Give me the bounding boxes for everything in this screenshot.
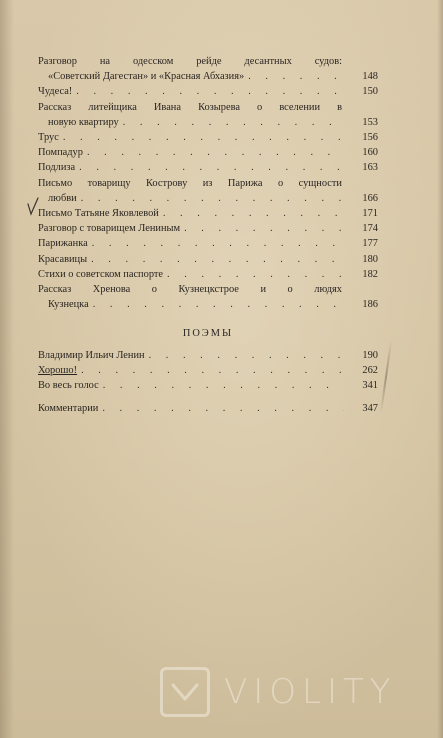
- toc-entry-title: Чудеса!: [38, 86, 73, 98]
- toc-entry: [38, 130, 378, 145]
- toc-page-number: 153: [362, 116, 378, 128]
- toc-entry-title: Трус: [38, 132, 59, 144]
- toc-page-number: 174: [362, 223, 378, 235]
- toc-entry-title: Владимир Ильич Ленин: [38, 349, 145, 361]
- toc-entry: [38, 363, 378, 378]
- toc-entry-title: Разговор с товарищем Лениным: [38, 223, 181, 235]
- toc-entry: [38, 221, 378, 236]
- toc-entry: [38, 401, 378, 416]
- leader-dots: [81, 363, 344, 378]
- toc-entry-title: Хорошо!: [38, 364, 78, 376]
- toc-entry: [38, 378, 378, 393]
- toc-entry: [38, 145, 378, 160]
- violity-logo-icon: [160, 667, 210, 717]
- leader-dots: [91, 252, 344, 267]
- toc-entry-title-line: Разговор на одесском рейде десантных судов:: [38, 56, 342, 67]
- section-title-poems: ПОЭМЫ: [182, 328, 234, 340]
- toc-entry-title: Комментарии: [38, 403, 99, 415]
- toc-page-number: 163: [362, 162, 378, 174]
- leader-dots: [103, 378, 344, 393]
- leader-dots: [79, 160, 344, 175]
- leader-dots: [248, 69, 344, 84]
- table-of-contents: [38, 54, 378, 416]
- toc-page-number: 190: [362, 349, 378, 361]
- toc-entry-title-line: «Советский Дагестан» и «Красная Абхазия»: [48, 71, 245, 83]
- toc-entry-title-line: Рассказ литейщика Ивана Козырева о вселении в: [38, 101, 342, 113]
- toc-entry: [38, 176, 378, 206]
- page-crease: [380, 340, 392, 414]
- page-edge-shadow: [437, 0, 443, 738]
- toc-page-number: 262: [362, 364, 378, 376]
- toc-entry-title-line: Письмо товарищу Кострову из Парижа о сущности: [38, 177, 342, 189]
- watermark-text: VIOLITY: [224, 672, 397, 712]
- toc-entry-title: Подлиза: [38, 162, 76, 174]
- toc-entry: [38, 282, 378, 312]
- toc-entry-title-line: Рассказ Хренова о Кузнецкстрое и о людях: [38, 284, 342, 296]
- toc-entry: [38, 160, 378, 175]
- toc-entry-title-line: новую квартиру: [48, 116, 119, 128]
- leader-dots: [163, 206, 344, 221]
- toc-entry-title: Красавицы: [38, 253, 88, 265]
- toc-entry-title: Парижанка: [38, 238, 88, 250]
- toc-page-number: 182: [362, 268, 378, 280]
- toc-entry-title: Письмо Татьяне Яковлевой: [38, 208, 159, 220]
- toc-entry: [38, 267, 378, 282]
- toc-page-number: 341: [362, 380, 378, 392]
- toc-page-number: 177: [362, 238, 378, 250]
- toc-page-number: 150: [362, 86, 378, 98]
- leader-dots: [92, 236, 344, 251]
- toc-entry-title-line: Кузнецка: [48, 299, 89, 311]
- leader-dots: [184, 221, 344, 236]
- toc-page-number: 171: [362, 208, 378, 220]
- toc-page-number: 166: [362, 192, 378, 204]
- toc-entry: [38, 84, 378, 99]
- toc-page-number: 156: [362, 132, 378, 144]
- watermark: [160, 666, 397, 718]
- leader-dots: [93, 297, 344, 312]
- toc-page-number: 148: [362, 71, 378, 83]
- toc-entry: [38, 54, 378, 84]
- toc-entry-title-line: любви: [48, 192, 77, 204]
- toc-entry: [38, 348, 378, 363]
- toc-entry-title: Стихи о советском паспорте: [38, 268, 164, 280]
- toc-entry-title: Во весь голос: [38, 380, 99, 392]
- toc-entry: [38, 252, 378, 267]
- toc-entry-title: Помпадур: [38, 147, 83, 159]
- toc-page-number: 160: [362, 147, 378, 159]
- leader-dots: [81, 191, 344, 206]
- leader-dots: [63, 130, 344, 145]
- toc-page-number: 347: [362, 403, 378, 415]
- toc-page-number: 186: [362, 299, 378, 311]
- page-gutter-shadow: [0, 0, 14, 738]
- leader-dots: [123, 115, 344, 130]
- toc-entry: [38, 206, 378, 221]
- leader-dots: [87, 145, 344, 160]
- toc-page-number: 180: [362, 253, 378, 265]
- leader-dots: [149, 348, 344, 363]
- toc-entry: [38, 236, 378, 251]
- leader-dots: [76, 84, 344, 99]
- leader-dots: [167, 267, 344, 282]
- leader-dots: [102, 401, 344, 416]
- toc-entry: [38, 100, 378, 130]
